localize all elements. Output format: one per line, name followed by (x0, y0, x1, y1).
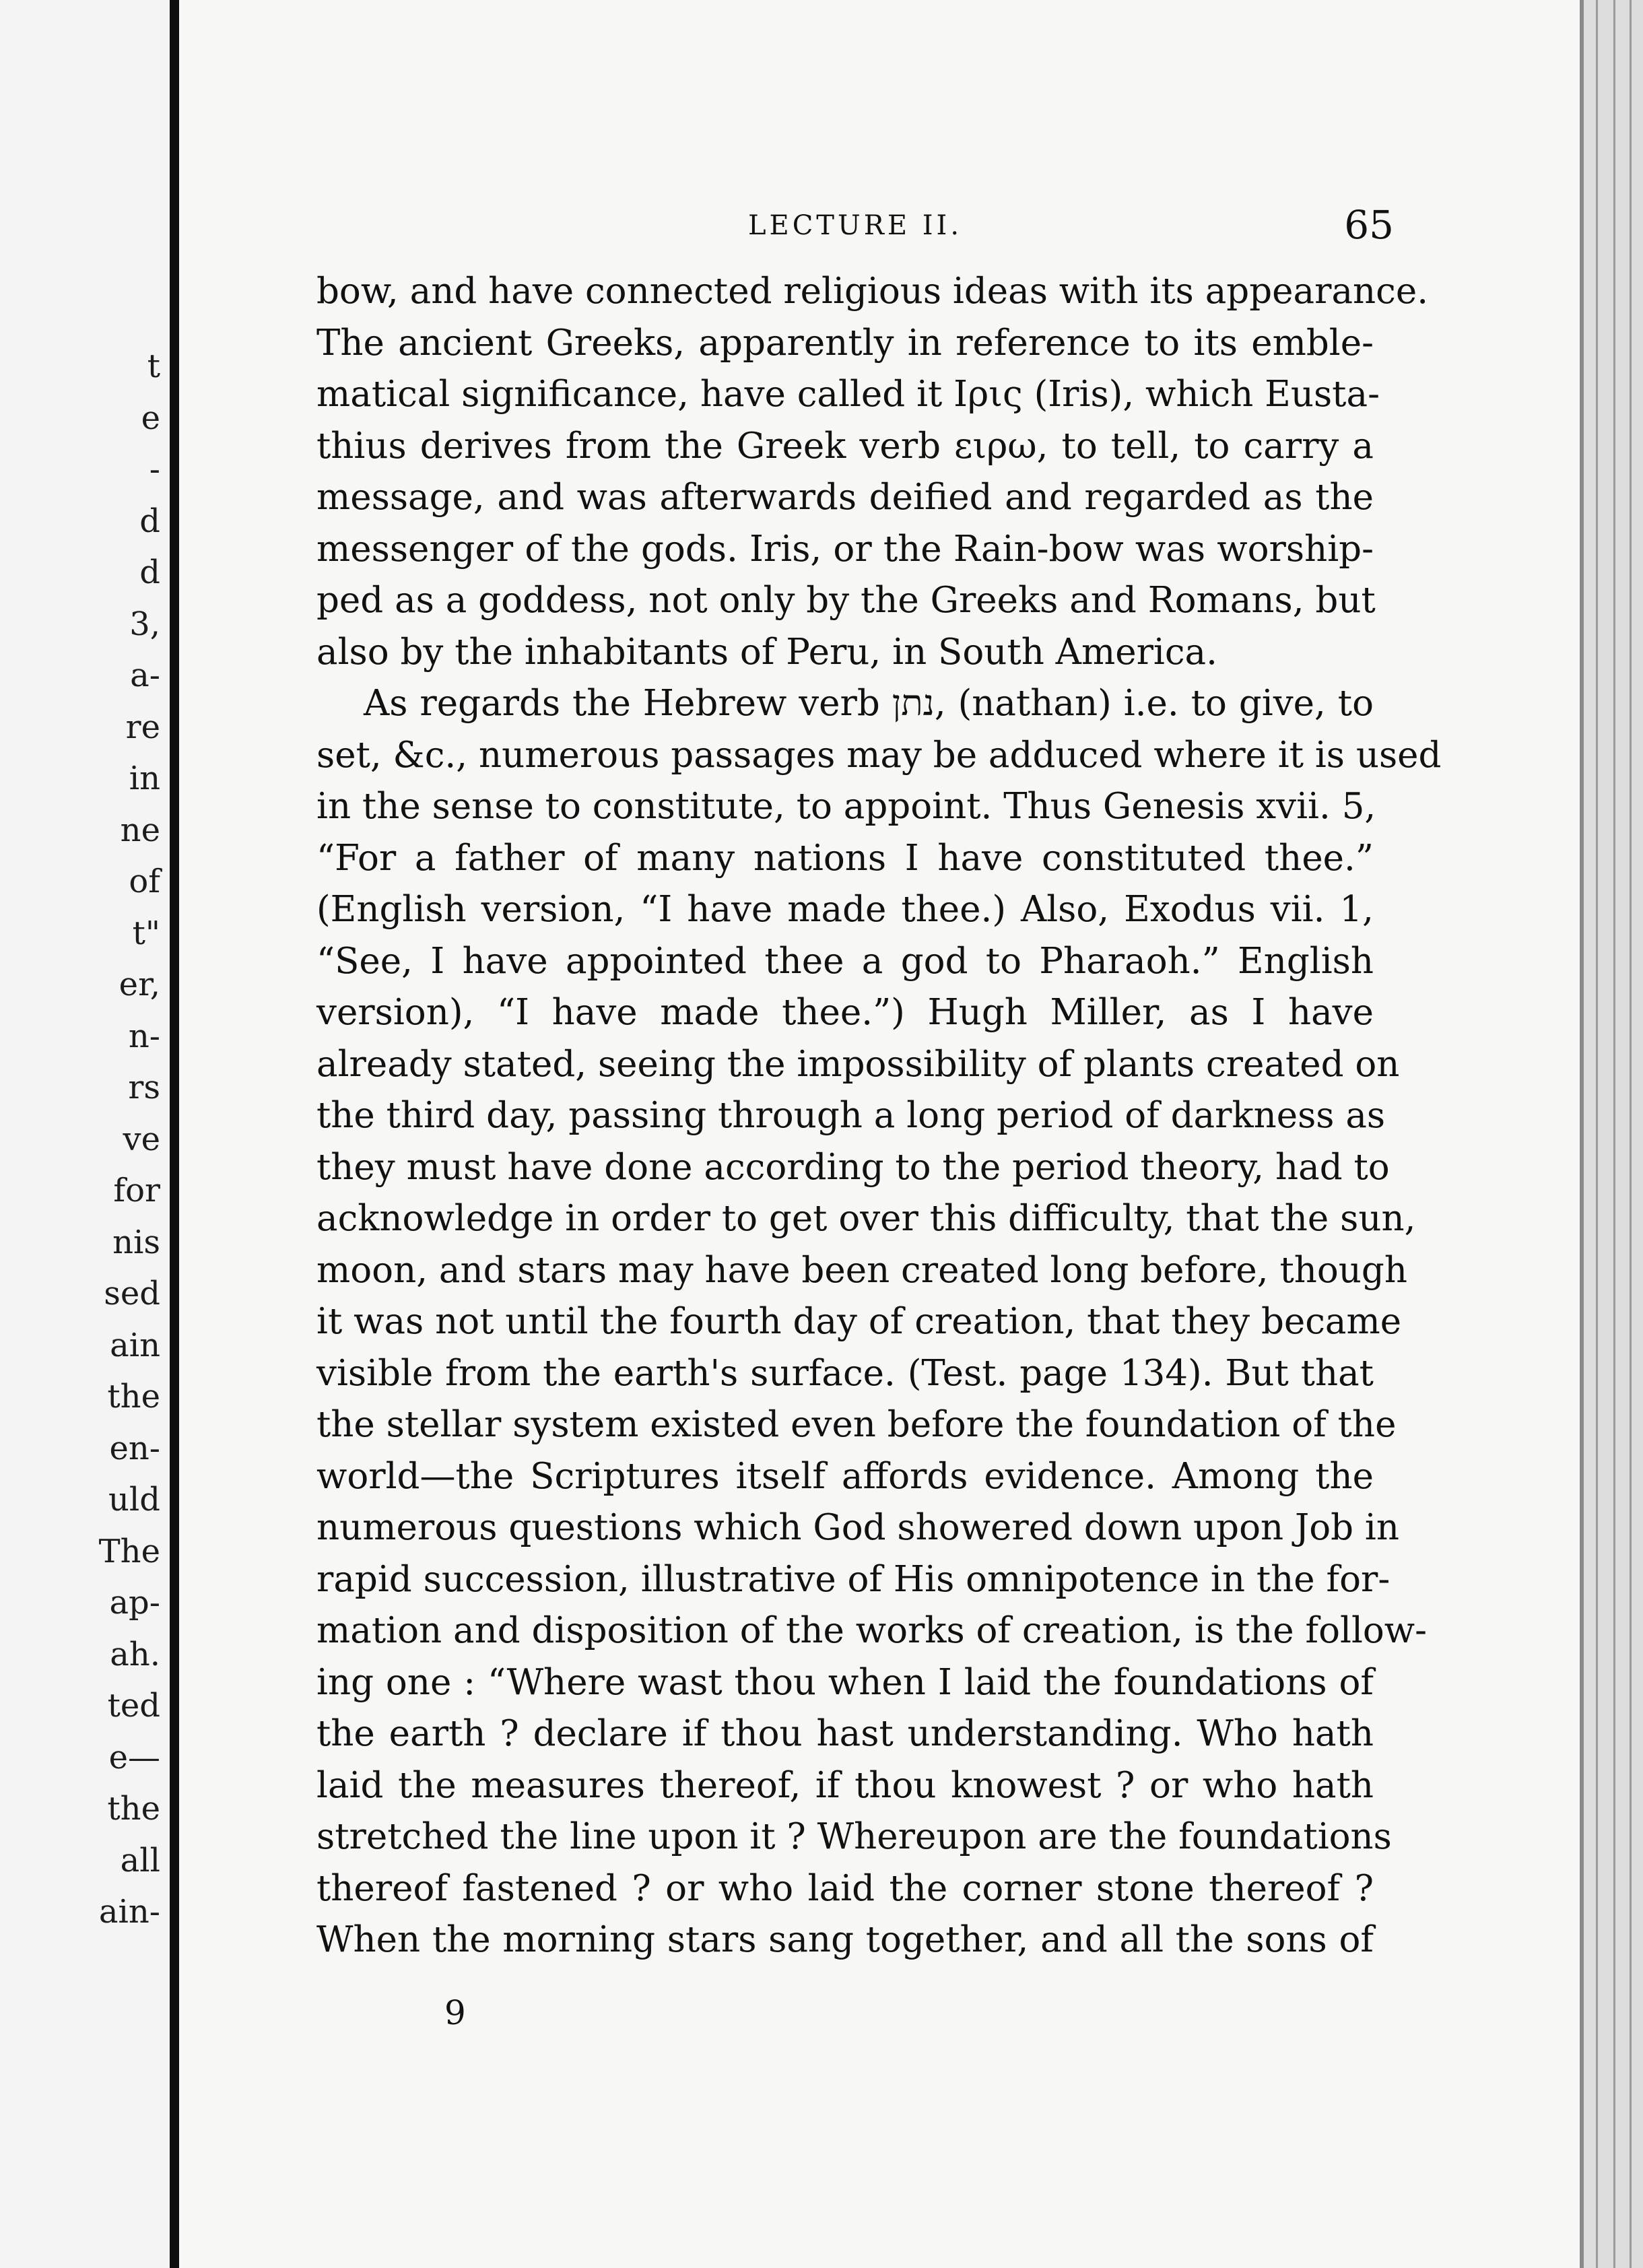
page-edge-line (1630, 0, 1632, 2268)
previous-page-fragment: - (149, 451, 160, 488)
text-line: “See, I have appointed thee a god to Pharaoh.” English (316, 940, 1374, 982)
text-line: ped as a goddess, not only by the Greeks and Romans, but (316, 580, 1376, 621)
previous-page-fragment: 3, (129, 605, 160, 643)
text-line: “For a father of many nations I have constituted thee.” (316, 837, 1374, 879)
page-edge-line (1613, 0, 1615, 2268)
previous-page-fragment: of (129, 863, 160, 900)
text-line: version), “I have made thee.”) Hugh Miller, as I have (316, 992, 1374, 1033)
text-line: the third day, passing through a long period of darkness as (316, 1095, 1386, 1136)
previous-page-fragment: ah. (110, 1635, 160, 1673)
stacked-page-edges (1584, 0, 1643, 2268)
previous-page-fragment: ve (123, 1120, 160, 1158)
text-line: already stated, seeing the impossibility of plants created on (316, 1043, 1400, 1085)
previous-page-fragment: t (147, 347, 160, 385)
previous-page-fragment: the (107, 1378, 160, 1415)
previous-page-edge (0, 0, 170, 2268)
text-line: When the morning stars sang together, and all the sons of (316, 1919, 1374, 1960)
previous-page-fragment: the (107, 1790, 160, 1828)
text-line: message, and was afterwards deified and regarded as the (316, 477, 1374, 518)
text-line: numerous questions which God showered down upon Job in (316, 1507, 1400, 1548)
text-line: it was not until the fourth day of creation, that they became (316, 1301, 1402, 1342)
previous-page-fragment: ted (107, 1687, 160, 1725)
text-line: in the sense to constitute, to appoint. Thus Genesis xvii. 5, (316, 786, 1376, 827)
page-edge-line (1596, 0, 1598, 2268)
text-line: the stellar system existed even before the foundation of the (316, 1404, 1397, 1445)
previous-page-fragment: a- (130, 657, 160, 694)
previous-page-fragment: e (141, 399, 160, 437)
signature-mark: 9 (444, 1993, 466, 2032)
previous-page-fragment: nis (112, 1223, 160, 1261)
previous-page-fragment: ain (110, 1326, 160, 1364)
previous-page-fragment: t" (132, 914, 160, 952)
text-line: The ancient Greeks, apparently in reference to its emble- (316, 322, 1374, 364)
previous-page-fragment: er, (119, 966, 160, 1003)
previous-page-fragment: rs (128, 1069, 160, 1106)
text-line: stretched the line upon it ? Whereupon are the foundations (316, 1816, 1392, 1857)
text-line: As regards the Hebrew verb נתן, (nathan) i.e. to give, to (364, 683, 1374, 724)
text-line: set, &c., numerous passages may be adduced where it is used (316, 734, 1442, 776)
text-line: laid the measures thereof, if thou knowest ? or who hath (316, 1764, 1374, 1806)
previous-page-fragment: ne (120, 811, 160, 849)
previous-page-fragment: d (139, 502, 160, 540)
page-header (316, 202, 1394, 249)
text-line: they must have done according to the period theory, had to (316, 1146, 1390, 1188)
text-line: matical significance, have called it Ιρις (Iris), which Eusta- (316, 374, 1380, 415)
text-line: world—the Scriptures itself affords evidence. Among the (316, 1455, 1374, 1497)
text-line: also by the inhabitants of Peru, in South America. (316, 631, 1217, 673)
text-line: messenger of the gods. Iris, or the Rain-bow was worship- (316, 528, 1374, 570)
previous-page-fragment: ain- (98, 1893, 160, 1931)
book-gutter (170, 0, 179, 2268)
text-line: moon, and stars may have been created long before, though (316, 1249, 1407, 1291)
text-line: acknowledge in order to get over this difficulty, that the sun, (316, 1198, 1416, 1239)
text-line: (English version, “I have made thee.) Also, Exodus vii. 1, (316, 889, 1374, 930)
previous-page-fragment: d (139, 554, 160, 591)
text-line: thereof fastened ? or who laid the corner stone thereof ? (316, 1867, 1374, 1909)
body-text (316, 266, 1442, 1966)
text-line: the earth ? declare if thou hast understanding. Who hath (316, 1713, 1374, 1754)
previous-page-fragment: all (120, 1841, 160, 1879)
text-line: bow, and have connected religious ideas with its appearance. (316, 271, 1429, 312)
previous-page-fragment: sed (104, 1275, 160, 1312)
previous-page-fragment: re (125, 708, 160, 746)
previous-page-fragment: in (129, 760, 160, 797)
previous-page-fragment: for (113, 1172, 160, 1209)
text-line: thius derives from the Greek verb ειρω, to tell, to carry a (316, 425, 1374, 467)
previous-page-fragment: n- (128, 1017, 160, 1055)
page-number: 65 (1344, 202, 1394, 248)
text-line: rapid succession, illustrative of His omnipotence in the for- (316, 1558, 1390, 1600)
text-line: ing one : “Where wast thou when I laid the foundations of (316, 1661, 1374, 1703)
previous-page-fragment: e— (108, 1738, 160, 1776)
previous-page-fragment: uld (108, 1481, 160, 1519)
previous-page-fragment: The (98, 1532, 160, 1570)
previous-page-fragment: en- (109, 1429, 160, 1467)
running-head: LECTURE II. (747, 210, 963, 241)
text-line: mation and disposition of the works of creation, is the follow- (316, 1610, 1428, 1651)
previous-page-fragment: ap- (109, 1584, 160, 1622)
text-line: visible from the earth's surface. (Test. page 134). But that (316, 1352, 1374, 1394)
